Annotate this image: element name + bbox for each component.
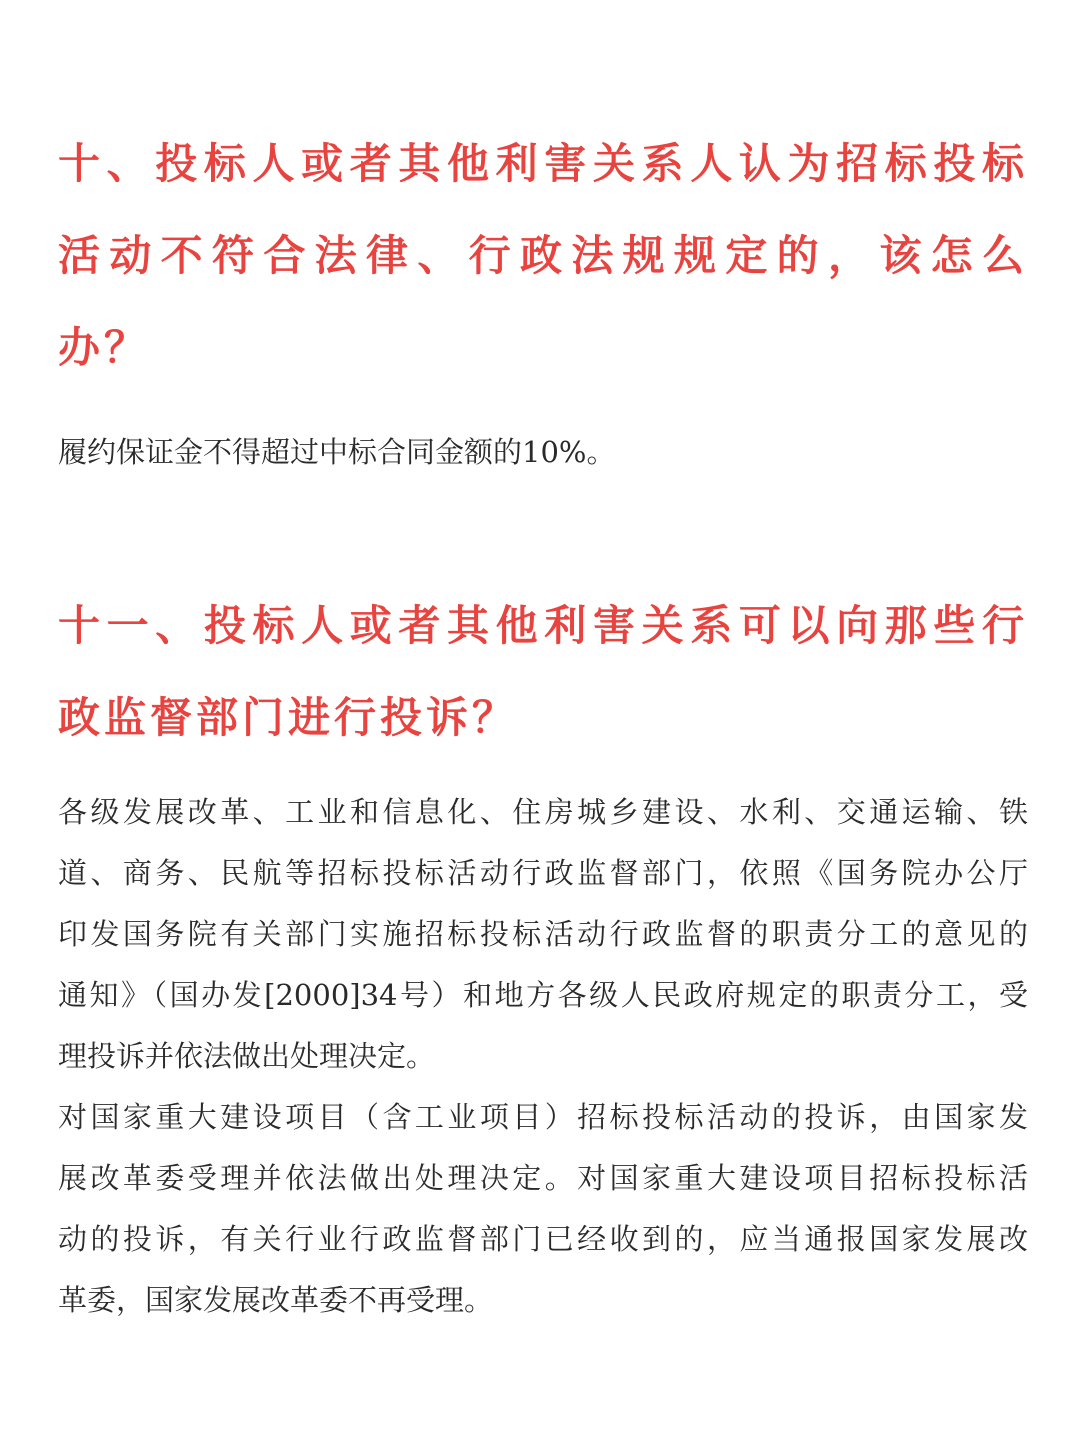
- section-11-heading-line-1: 十一、投标人或者其他利害关系可以向那些行: [58, 601, 1028, 650]
- section-11-p2-line-4: 革委，国家发展改革委不再受理。: [58, 1283, 494, 1317]
- section-10-heading-line-1: 十、投标人或者其他利害关系人认为招标投标: [58, 139, 1028, 188]
- section-10-heading-line-2: 活动不符合法律、行政法规规定的，该怎么: [58, 231, 1028, 280]
- section-11-p1-line-2: 道、商务、民航等招标投标活动行政监督部门，依照《国务院办公厅: [58, 856, 1028, 890]
- section-10-heading: [58, 118, 1028, 394]
- section-11-p1-line-3: 印发国务院有关部门实施招标投标活动行政监督的职责分工的意见的: [58, 917, 1028, 951]
- section-11-p2-line-1: 对国家重大建设项目（含工业项目）招标投标活动的投诉，由国家发: [58, 1100, 1028, 1134]
- section-10-body-text: 履约保证金不得超过中标合同金额的10%。: [58, 435, 616, 469]
- section-11-p2-line-3: 动的投诉，有关行业行政监督部门已经收到的，应当通报国家发展改: [58, 1222, 1028, 1256]
- section-11-heading: [58, 580, 1028, 764]
- section-11-p1-line-4: 通知》（国办发[2000]34号）和地方各级人民政府规定的职责分工，受: [58, 978, 1028, 1012]
- section-11-paragraph-1: [58, 782, 1028, 1087]
- section-11-heading-line-2: 政监督部门进行投诉？: [58, 693, 519, 742]
- section-10-heading-line-3: 办？: [58, 323, 151, 372]
- section-10-body: [58, 422, 1028, 483]
- section-11-p2-line-2: 展改革委受理并依法做出处理决定。对国家重大建设项目招标投标活: [58, 1161, 1028, 1195]
- section-11-paragraph-2: [58, 1087, 1028, 1331]
- section-11-p1-line-5: 理投诉并依法做出处理决定。: [58, 1039, 436, 1073]
- section-11-p1-line-1: 各级发展改革、工业和信息化、住房城乡建设、水利、交通运输、铁: [58, 795, 1028, 829]
